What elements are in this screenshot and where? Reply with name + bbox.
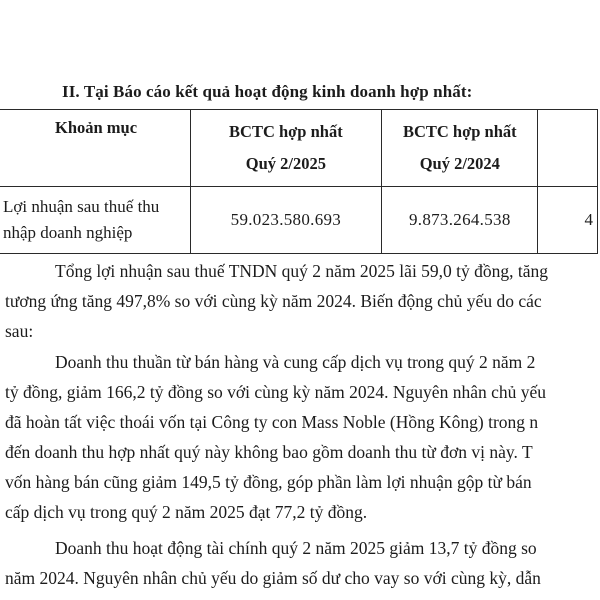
table-header-row <box>0 110 598 187</box>
value-q2-2024: 9.873.264.538 <box>382 187 538 254</box>
value-partial: 4 <box>538 187 598 254</box>
value-q2-2025: 59.023.580.693 <box>190 187 382 254</box>
financial-table <box>0 109 598 254</box>
header-q2-2025-line1: BCTC hợp nhất <box>229 122 343 141</box>
table-row <box>0 187 598 254</box>
header-item: Khoản mục <box>0 110 190 187</box>
paragraph-line: cấp dịch vụ trong quý 2 năm 2025 đạt 77,2 tỷ đồng. <box>5 502 368 522</box>
paragraph-line: sau: <box>5 321 34 341</box>
paragraph-revenue <box>5 347 600 527</box>
paragraph-line: đã hoàn tất việc thoái vốn tại Công ty con Mass Noble (Hồng Kông) trong n <box>5 412 539 432</box>
paragraph-line: năm 2024. Nguyên nhân chủ yếu do giảm số dư cho vay so với cùng kỳ, dẫn <box>5 568 541 588</box>
header-q2-2025 <box>190 110 382 187</box>
paragraph-line: vốn hàng bán cũng giảm 149,5 tỷ đồng, góp phần làm lợi nhuận gộp từ bán <box>5 472 532 492</box>
paragraph-line: tương ứng tăng 497,8% so với cùng kỳ năm 2024. Biến động chủ yếu do các <box>5 291 542 311</box>
paragraph-line: Doanh thu thuần từ bán hàng và cung cấp dịch vụ trong quý 2 năm 2 <box>55 352 536 372</box>
paragraph-line: Doanh thu hoạt động tài chính quý 2 năm 2025 giảm 13,7 tỷ đồng so <box>55 538 537 558</box>
header-q2-2024 <box>382 110 538 187</box>
header-q2-2024-line2: Quý 2/2024 <box>419 154 500 173</box>
header-q2-2025-line2: Quý 2/2025 <box>245 154 326 173</box>
header-q2-2024-line1: BCTC hợp nhất <box>402 122 517 141</box>
paragraph-line: Tổng lợi nhuận sau thuế TNDN quý 2 năm 2025 lãi 59,0 tỷ đồng, tăng <box>55 261 549 281</box>
paragraph-line: tỷ đồng, giảm 166,2 tỷ đồng so với cùng kỳ năm 2024. Nguyên nhân chủ yếu <box>5 382 546 402</box>
header-cut-off <box>538 110 598 187</box>
paragraph-line: đến doanh thu hợp nhất quý này không bao gồm doanh thu từ đơn vị này. T <box>5 442 533 462</box>
row-label-line1: Lợi nhuận sau thuế thu <box>3 197 160 216</box>
paragraph-profit-summary <box>5 256 600 346</box>
paragraph-financial-income <box>5 533 600 593</box>
row-label <box>0 187 190 254</box>
row-label-line2: nhập doanh nghiệp <box>3 223 133 242</box>
section-heading: II. Tại Báo cáo kết quả hoạt động kinh doanh hợp nhất: <box>62 82 473 101</box>
